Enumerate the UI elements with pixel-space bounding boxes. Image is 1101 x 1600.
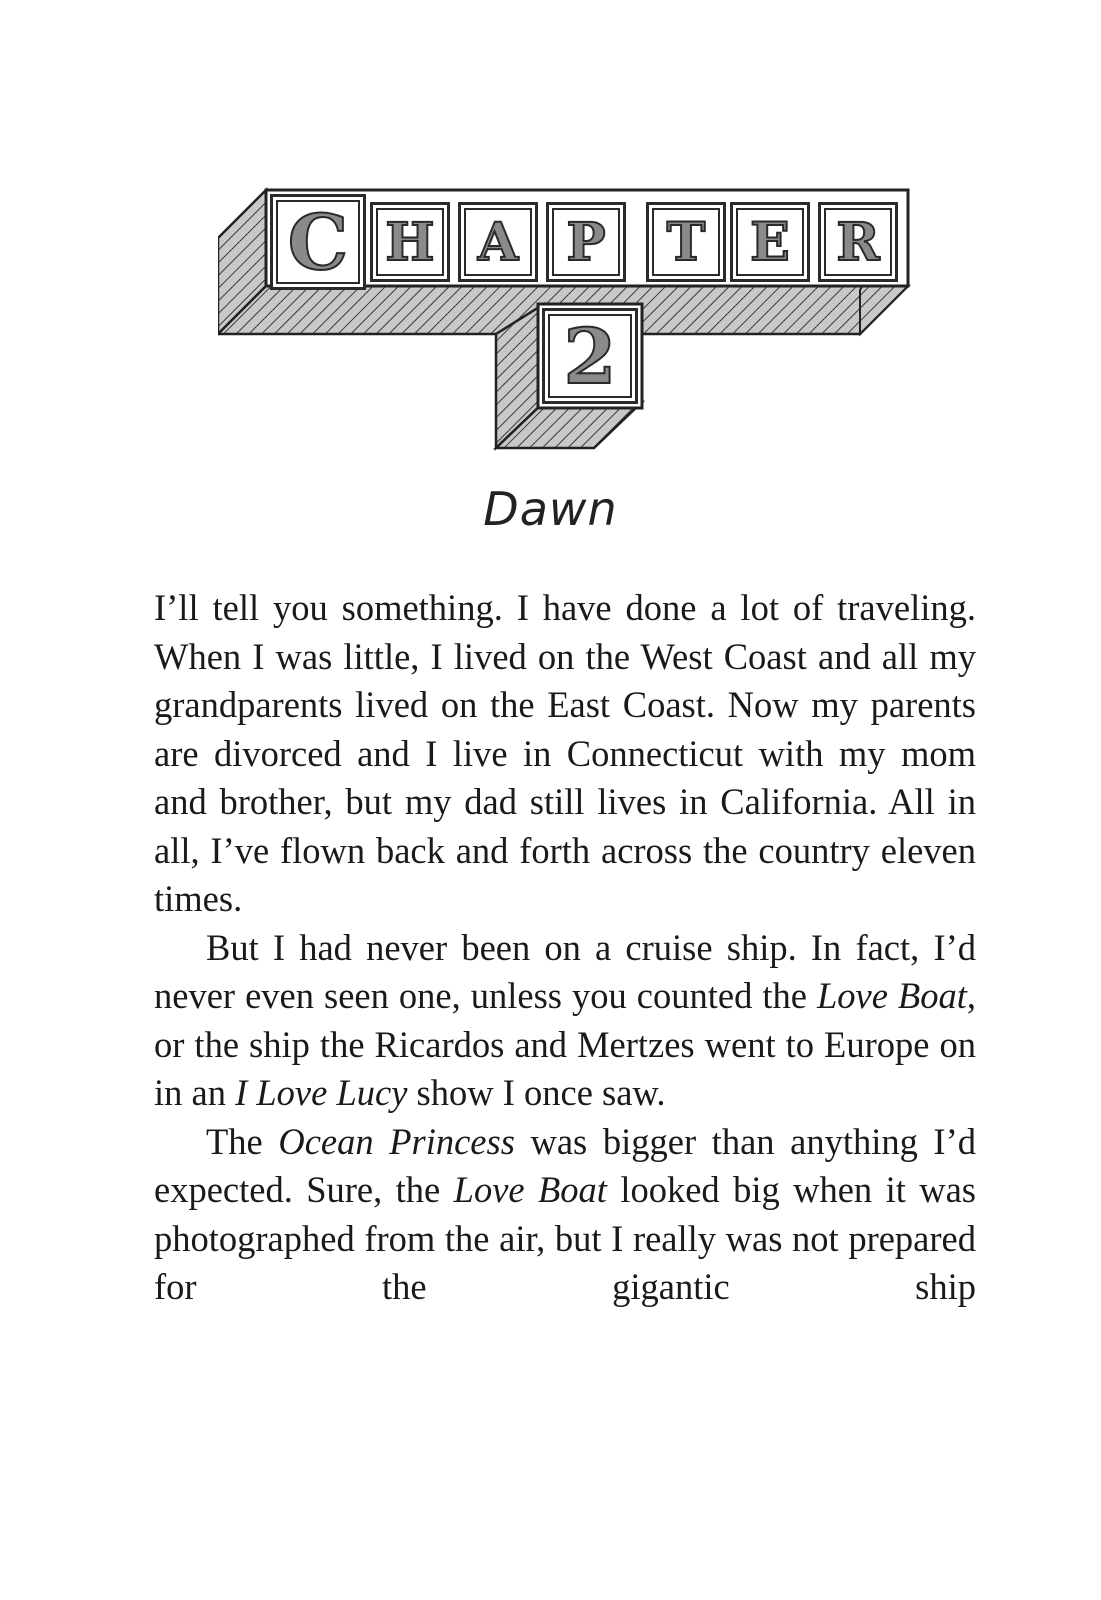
italic-title: Love Boat <box>453 1169 607 1210</box>
chapter-letter-block: A <box>458 202 538 282</box>
chapter-letter-block: H <box>370 202 450 282</box>
paragraph: I’ll tell you something. I have done a lot of traveling. When I was little, I lived on the West Coast and all my grandparents lived on the East Coast. Now my parents are divorced and I live in Connecticut with my mom and brother, but my dad still lives in California. All in all, I’ve flown back and forth across the country eleven times. <box>154 587 976 919</box>
chapter-letter-block: T <box>646 202 726 282</box>
narrator-name: Dawn <box>483 482 618 536</box>
paragraph: The Ocean Princess was bigger than anything I’d expected. Sure, the Love Boat looked big when it was photographed from the air, but I really was not prepared for the gigantic ship <box>154 1120 977 1307</box>
chapter-letter-block: E <box>730 202 810 282</box>
chapter-heading-art <box>218 186 918 452</box>
chapter-letter-block: P <box>546 202 626 282</box>
paragraph: But I had never been on a cruise ship. In fact, I’d never even seen one, unless you counted the Love Boat, or the ship the Ricardos and Mertzes went to Europe on in an I Love Lucy show I once saw. <box>154 926 976 1113</box>
chapter-number-block: 2 <box>542 308 638 404</box>
italic-title: Love Boat <box>816 975 967 1016</box>
chapter-body-text <box>154 584 976 1312</box>
italic-title: I Love Lucy <box>235 1072 408 1113</box>
italic-title: Ocean Princess <box>278 1120 515 1162</box>
chapter-letter-block: R <box>818 202 898 282</box>
chapter-letter-block: C <box>270 194 366 290</box>
